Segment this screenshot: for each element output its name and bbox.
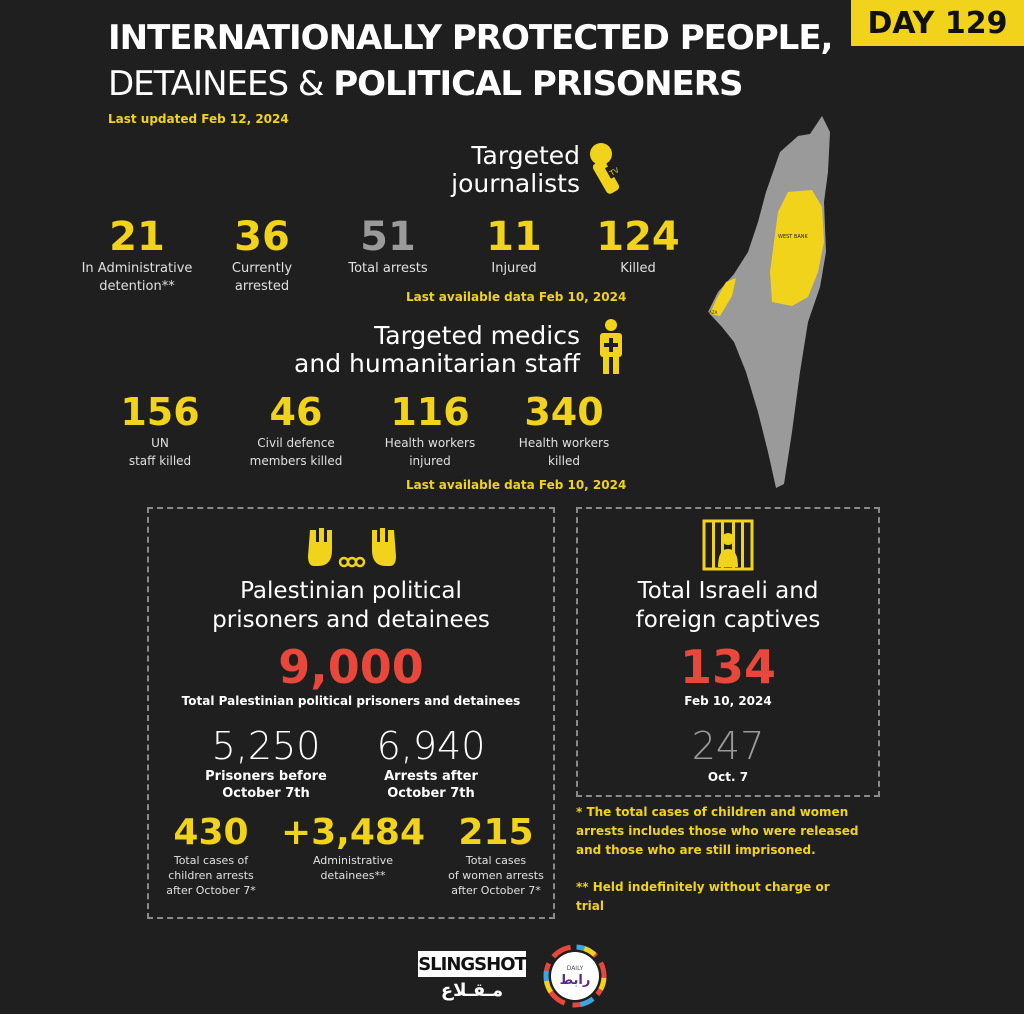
map-label-west-bank: WEST BANK	[778, 234, 808, 240]
stat-value: 340	[524, 390, 604, 434]
stat-label: UN	[151, 436, 169, 450]
footnote-1	[576, 803, 859, 860]
title-part-a: DETAINEES &	[108, 64, 334, 104]
stat-health-workers-killed	[504, 390, 624, 470]
stat-total-arrests	[338, 214, 438, 278]
journalists-heading	[380, 142, 580, 198]
journalists-note: Last available data Feb 10, 2024	[406, 290, 627, 304]
stat-value: 156	[120, 390, 200, 434]
journalists-heading-1: Targeted	[471, 141, 580, 170]
svg-text:TV: TV	[608, 166, 621, 178]
stat-label: arrested	[234, 279, 290, 294]
stat-label: Civil defence	[257, 436, 335, 450]
day-badge: DAY 129	[851, 0, 1024, 46]
stat-killed	[588, 214, 688, 278]
stat-label: Total cases of	[173, 854, 249, 867]
stat-label: Killed	[620, 261, 656, 276]
stat-children-arrests	[156, 812, 266, 898]
footnote-2-line: trial	[576, 899, 604, 913]
stat-label: Health workers	[384, 436, 476, 450]
prisoners-heading-2: prisoners and detainees	[212, 607, 490, 633]
stat-label: children arrests	[168, 869, 254, 882]
stat-civil-defence-killed	[236, 390, 356, 470]
stat-label: In Administrative	[81, 261, 193, 276]
stat-arrests-after	[356, 724, 506, 802]
medics-heading	[240, 322, 580, 378]
stat-label: of women arrests	[448, 869, 544, 882]
stat-label: October 7th	[222, 786, 310, 801]
map-label-gaza: GAZA	[706, 310, 718, 315]
footnote-1-line: and those who are still imprisoned.	[576, 843, 816, 857]
rabet-logo	[543, 944, 607, 1008]
stat-value: 430	[173, 812, 249, 853]
stat-label: Total arrests	[348, 261, 428, 276]
map-graphic	[700, 112, 840, 494]
prisoners-total: 9,000	[278, 640, 424, 694]
footnote-2-line: ** Held indefinitely without charge or	[576, 880, 830, 894]
prisoners-total-label: Total Palestinian political prisoners and detainees	[181, 694, 521, 708]
captives-total: 134	[679, 640, 777, 694]
stat-value: 6,940	[376, 724, 486, 768]
stat-value: 215	[458, 812, 534, 853]
stat-label: members killed	[249, 454, 343, 468]
medics-heading-1: Targeted medics	[374, 321, 580, 350]
stat-value: 11	[486, 214, 542, 260]
rabet-logo-small: DAILY	[566, 965, 584, 972]
stat-value: +3,484	[280, 812, 426, 853]
stat-un-staff-killed	[110, 390, 210, 470]
stat-value: 46	[269, 390, 323, 434]
captives-heading-2: foreign captives	[635, 607, 821, 633]
page-title-line1: INTERNATIONALLY PROTECTED PEOPLE,	[108, 18, 833, 58]
footnote-1-line: arrests includes those who were released	[576, 824, 859, 838]
stat-health-workers-injured	[370, 390, 490, 470]
captives-heading	[580, 577, 876, 635]
stat-label: Prisoners before	[205, 769, 327, 784]
medics-note: Last available data Feb 10, 2024	[406, 478, 627, 492]
stat-label: Administrative	[312, 854, 394, 867]
stat-label: after October 7*	[451, 884, 541, 897]
medics-heading-2: and humanitarian staff	[294, 349, 580, 378]
stat-injured	[464, 214, 564, 278]
stat-label: injured	[409, 454, 451, 468]
title-part-b: POLITICAL PRISONERS	[333, 64, 743, 104]
handcuffed-hands-icon	[306, 524, 398, 570]
stat-label: detainees**	[320, 869, 386, 882]
stat-label: staff killed	[128, 454, 192, 468]
captives-oct-value: 247	[691, 724, 765, 768]
slingshot-logo: SLINGSHOT	[418, 951, 526, 977]
journalists-heading-2: journalists	[451, 169, 580, 198]
rabet-logo-text: رابط	[559, 973, 591, 988]
captives-heading-1: Total Israeli and	[637, 578, 819, 604]
stat-label: Injured	[491, 261, 537, 276]
stat-label: after October 7*	[166, 884, 256, 897]
footnote-2	[576, 878, 830, 916]
stat-administrative-detention	[72, 214, 202, 296]
stat-administrative-detainees	[270, 812, 436, 883]
stat-value: 5,250	[211, 724, 321, 768]
microphone-icon	[585, 138, 635, 196]
stat-women-arrests	[440, 812, 552, 898]
stat-value: 124	[596, 214, 680, 260]
last-updated: Last updated Feb 12, 2024	[108, 112, 289, 126]
stat-label: Arrests after	[384, 769, 478, 784]
stat-label: killed	[548, 454, 580, 468]
captives-oct-label: Oct. 7	[707, 770, 749, 784]
footnote-1-line: * The total cases of children and women	[576, 805, 849, 819]
stat-value: 21	[109, 214, 165, 260]
stat-label: Currently	[231, 261, 293, 276]
stat-label: detention**	[99, 279, 175, 294]
stat-value: 51	[360, 214, 416, 260]
prisoners-heading-1: Palestinian political	[240, 578, 462, 604]
slingshot-logo-arabic: مـقـلاع	[440, 980, 504, 1001]
stat-value: 36	[234, 214, 290, 260]
prisoners-heading	[150, 577, 552, 635]
stat-prisoners-before	[196, 724, 336, 802]
prison-cell-icon	[702, 519, 754, 571]
stat-value: 116	[390, 390, 470, 434]
captives-date: Feb 10, 2024	[684, 694, 772, 708]
stat-label: Total cases	[465, 854, 527, 867]
medic-icon	[596, 318, 626, 376]
stat-label: Health workers	[518, 436, 610, 450]
page-title-line2	[108, 64, 742, 104]
stat-label: October 7th	[387, 786, 475, 801]
stat-currently-arrested	[212, 214, 312, 296]
